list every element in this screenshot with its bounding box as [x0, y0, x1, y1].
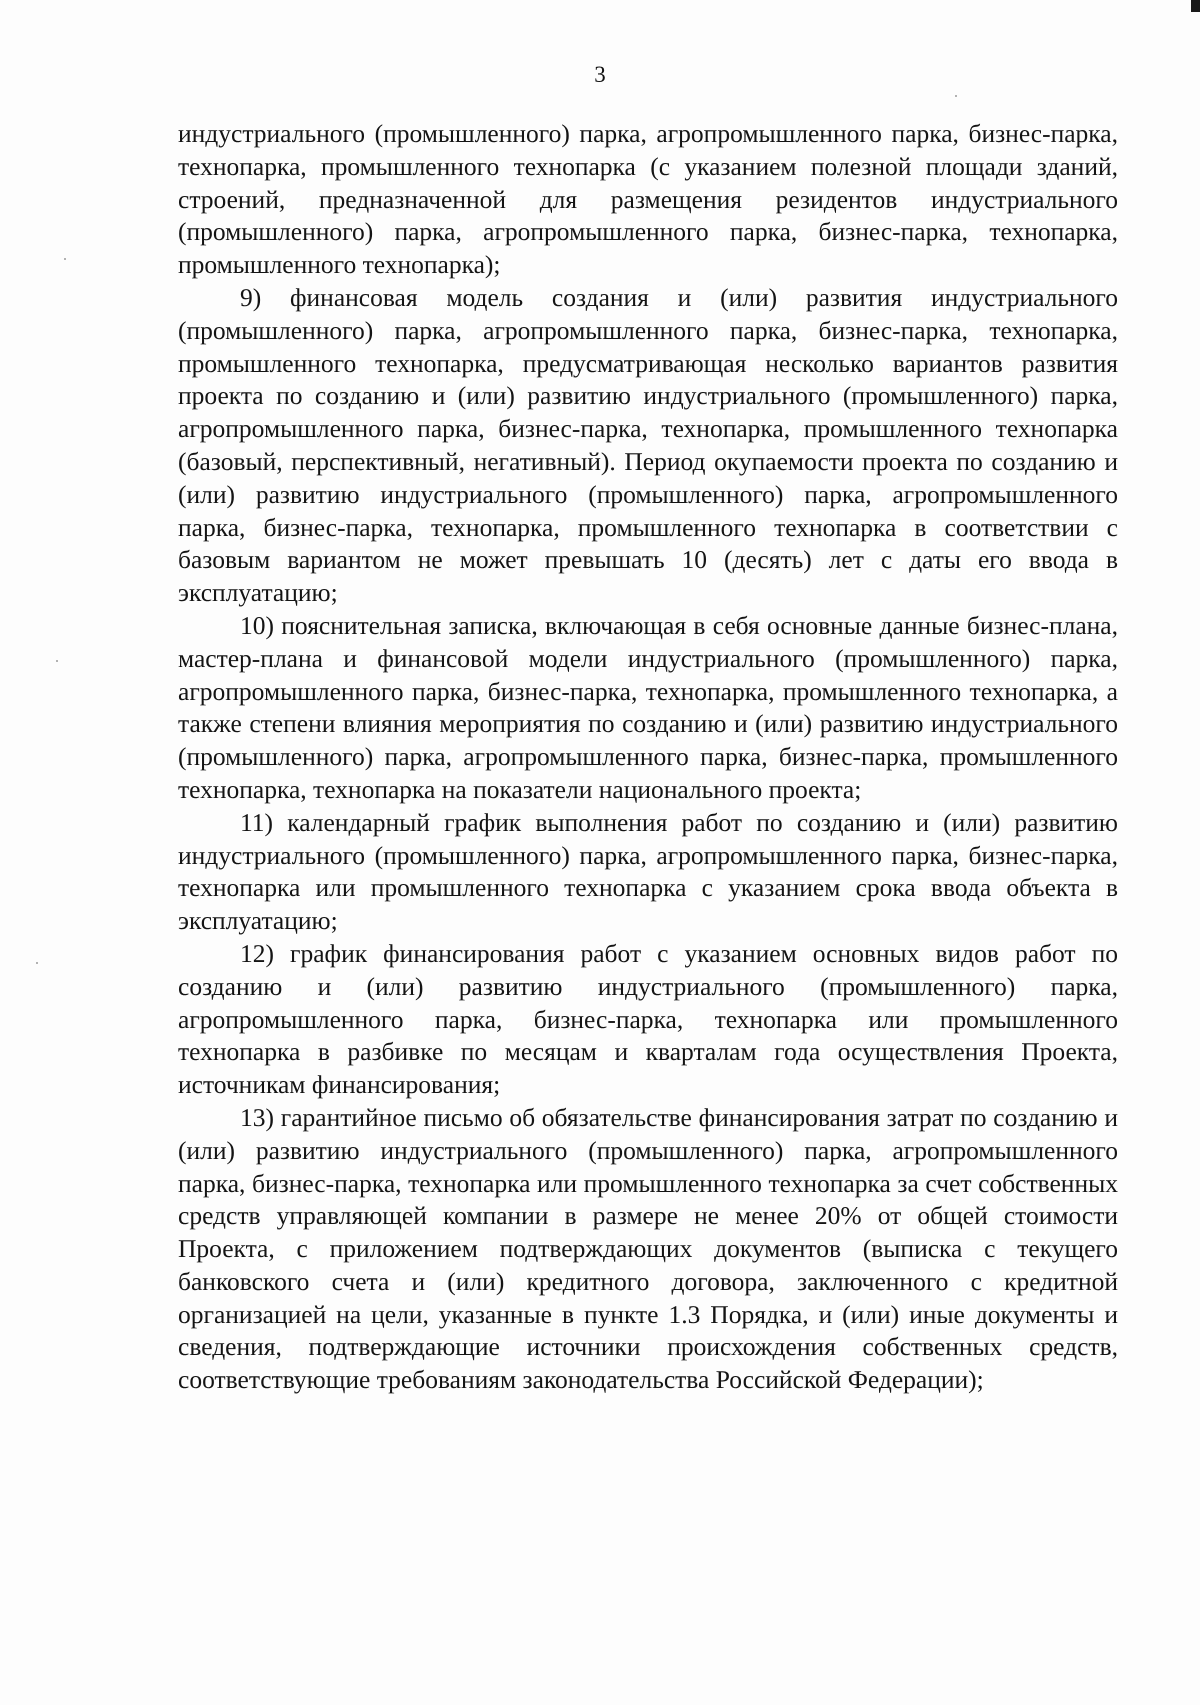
document-body [178, 118, 1118, 1397]
paragraph-item-11: 11) календарный график выполнения работ по созданию и (или) развитию индустриального (промышленного) парка, агропромышленного парка, бизнес-парка, технопарка или промышленного технопарка с указанием срока ввода объекта в эксплуатацию; [178, 807, 1118, 936]
paragraph-item-9: 9) финансовая модель создания и (или) развития индустриального (промышленного) парка, агропромышленного парка, бизнес-парка, технопарка, промышленного технопарка, предусматривающая несколько вариантов развития проекта по созданию и (или) развитию индустриального (промышленного) парка, агропромышленного парка, бизнес-парка, технопарка, промышленного технопарка (базовый, перспективный, негативный). Период окупаемости проекта по созданию и (или) развитию индустриального (промышленного) парка, агропромышленного парка, бизнес-парка, технопарка, промышленного технопарка в соответствии с базовым вариантом не может превышать 10 (десять) лет с даты его ввода в эксплуатацию; [178, 282, 1118, 608]
scan-edge-mark [1191, 0, 1200, 12]
page-number: 3 [594, 62, 606, 87]
scan-speck [36, 962, 38, 964]
paragraph-item-12: 12) график финансирования работ с указанием основных видов работ по созданию и (или) развитию индустриального (промышленного) парка, агропромышленного парка, бизнес-парка, технопарка или промышленного технопарка в разбивке по месяцам и кварталам года осуществления Проекта, источникам финансирования; [178, 938, 1118, 1100]
scan-speck [64, 258, 66, 260]
paragraph-continuation: индустриального (промышленного) парка, агропромышленного парка, бизнес-парка, технопарка, промышленного технопарка (с указанием полезной площади зданий, строений, предназначенной для размещения резидентов индустриального (промышленного) парка, агропромышленного парка, бизнес-парка, технопарка, промышленного технопарка); [178, 119, 1118, 280]
paragraph-item-13: 13) гарантийное письмо об обязательстве финансирования затрат по созданию и (или) развитию индустриального (промышленного) парка, агропромышленного парка, бизнес-парка, технопарка или промышленного технопарка за счет собственных средств управляющей компании в размере не менее 20% от общей стоимости Проекта, с приложением подтверждающих документов (выписка с текущего банковского счета и (или) кредитного договора, заключенного с кредитной организацией на цели, указанные в пункте 1.3 Порядка, и (или) иные документы и сведения, подтверждающие источники происхождения собственных средств, соответствующие требованиям законодательства Российской Федерации); [178, 1102, 1118, 1395]
paragraph-item-10: 10) пояснительная записка, включающая в себя основные данные бизнес-плана, мастер-плана и финансовой модели индустриального (промышленного) парка, агропромышленного парка, бизнес-парка, технопарка, промышленного технопарка, а также степени влияния мероприятия по созданию и (или) развитию индустриального (промышленного) парка, агропромышленного парка, бизнес-парка, промышленного технопарка, технопарка на показатели национального проекта; [178, 610, 1118, 804]
scan-speck [955, 95, 957, 97]
scan-speck [56, 660, 58, 662]
